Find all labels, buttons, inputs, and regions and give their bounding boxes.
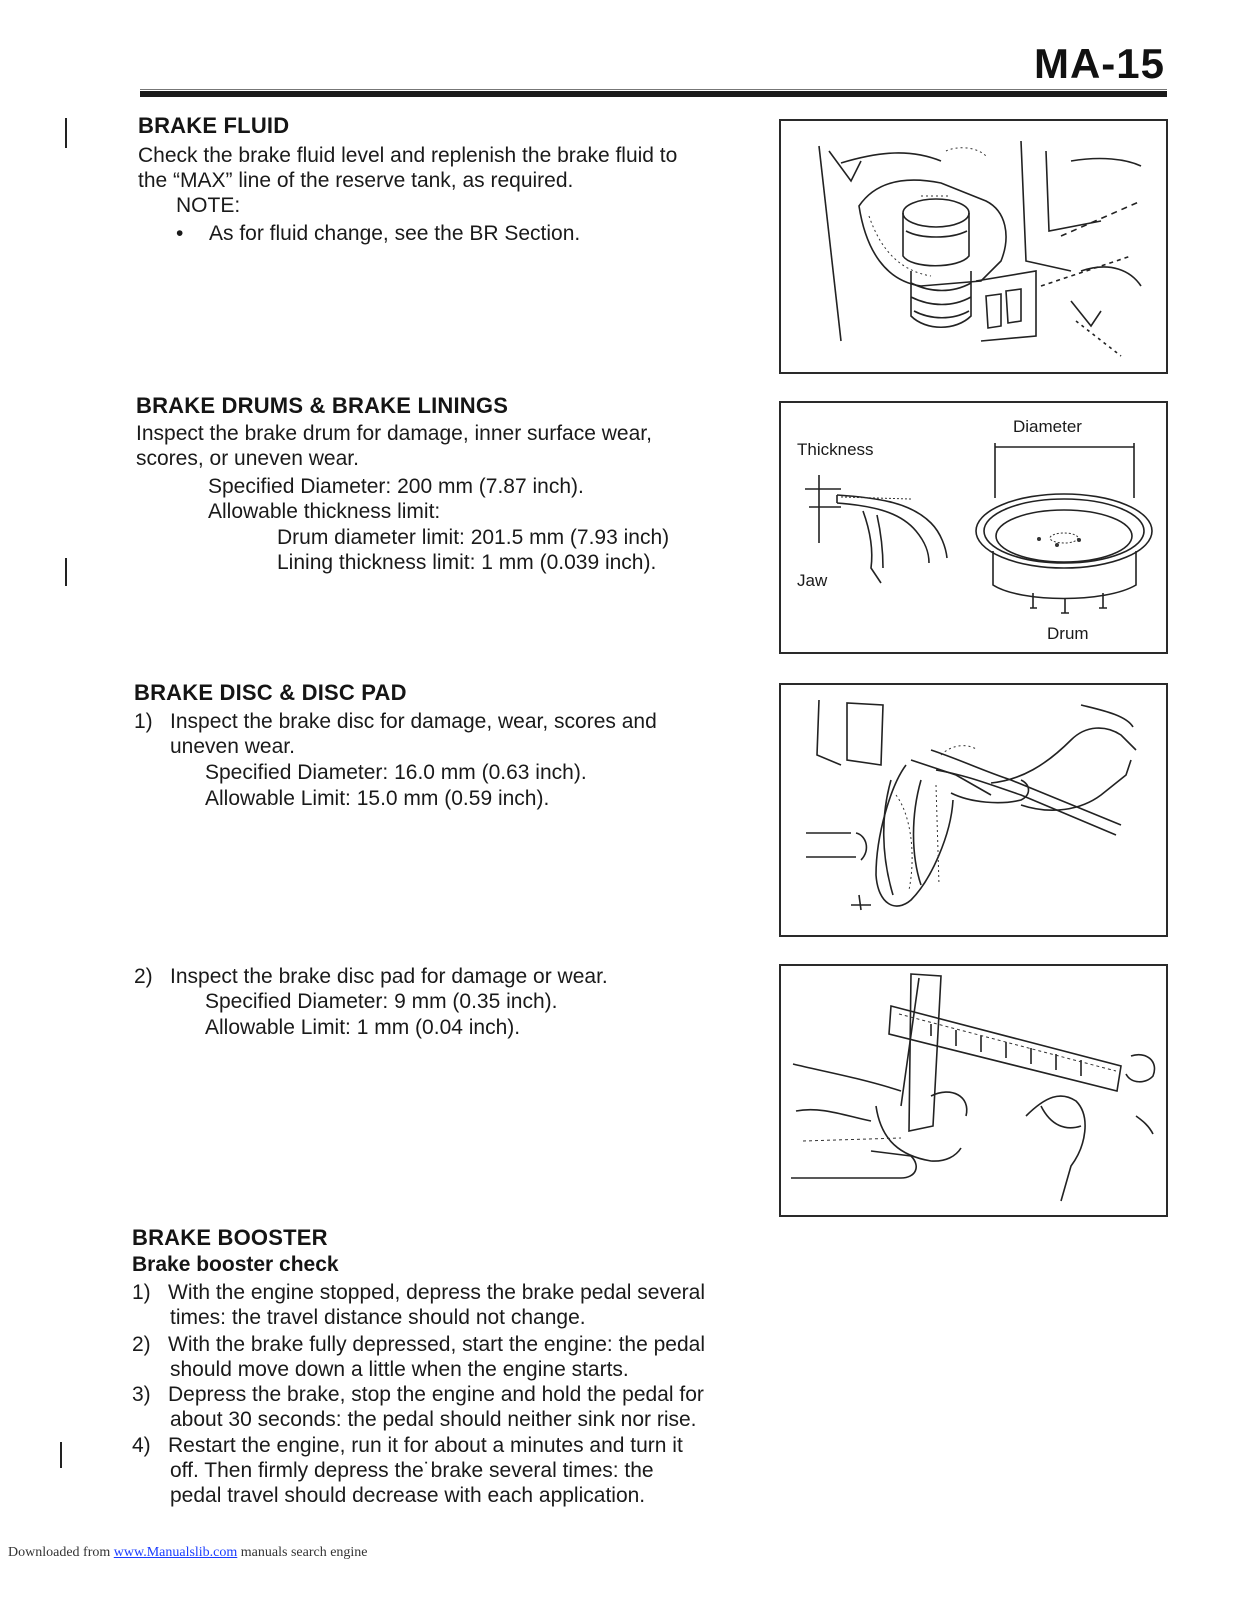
item-number: 1)	[134, 710, 153, 733]
item-text-cont: off. Then firmly depress the˙brake several times: the	[170, 1459, 654, 1482]
brake-drums-text-line: Inspect the brake drum for damage, inner surface wear,	[136, 422, 652, 445]
item-text: With the engine stopped, depress the brake pedal several	[168, 1281, 706, 1304]
figure-brake-disc-measurement	[779, 683, 1168, 937]
item-text: With the brake fully depressed, start the engine: the pedal	[168, 1333, 705, 1356]
brake-fluid-text-line: the “MAX” line of the reserve tank, as required.	[138, 169, 574, 192]
item-text: Restart the engine, run it for about a minutes and turn it	[168, 1434, 683, 1457]
section-title-brake-fluid: BRAKE FLUID	[138, 113, 290, 138]
manualslib-link[interactable]: www.Manualslib.com	[113, 1545, 238, 1560]
item-number: 3)	[132, 1383, 151, 1406]
footer-prefix: Downloaded from	[8, 1545, 114, 1560]
pad-allowable-limit: Allowable Limit: 1 mm (0.04 inch).	[205, 1016, 521, 1039]
margin-change-bar	[65, 118, 67, 148]
lining-thickness-limit: Lining thickness limit: 1 mm (0.039 inch).	[277, 551, 657, 574]
item-text: Depress the brake, stop the engine and hold the pedal for	[168, 1383, 704, 1406]
list-item	[132, 1382, 704, 1407]
margin-change-bar	[65, 558, 67, 586]
header-rule-thin	[140, 89, 1167, 90]
item-number: 1)	[132, 1281, 151, 1304]
item-text-cont: should move down a little when the engine starts.	[170, 1358, 629, 1381]
label-jaw: Jaw	[797, 571, 828, 590]
brake-fluid-text-line: Check the brake fluid level and replenish the brake fluid to	[138, 144, 678, 167]
drum-diameter-limit: Drum diameter limit: 201.5 mm (7.93 inch)	[277, 526, 670, 549]
disc-illustration	[781, 685, 1166, 935]
list-item	[134, 709, 657, 734]
header-rule	[140, 91, 1167, 97]
item-text-cont: about 30 seconds: the pedal should neither sink nor rise.	[170, 1408, 697, 1431]
note-label: NOTE:	[176, 194, 241, 217]
figure-brake-fluid-reservoir	[779, 119, 1168, 374]
list-item	[134, 964, 608, 989]
section-title-brake-booster: BRAKE BOOSTER	[132, 1225, 328, 1250]
item-number: 2)	[132, 1333, 151, 1356]
list-item	[132, 1332, 705, 1357]
section-title-brake-disc: BRAKE DISC & DISC PAD	[134, 680, 407, 705]
footer-suffix: manuals search engine	[237, 1545, 368, 1560]
item-text: Inspect the brake disc pad for damage or wear.	[170, 965, 608, 988]
page-number: MA-15	[1033, 40, 1165, 87]
subsection-title-booster-check: Brake booster check	[132, 1253, 339, 1276]
item-text: Inspect the brake disc for damage, wear, scores and	[170, 710, 657, 733]
item-number: 2)	[134, 965, 153, 988]
margin-change-bar	[60, 1442, 62, 1468]
section-title-brake-drums: BRAKE DRUMS & BRAKE LININGS	[136, 393, 509, 418]
item-text-cont: pedal travel should decrease with each application.	[170, 1484, 646, 1507]
list-item	[132, 1433, 683, 1458]
label-diameter: Diameter	[1013, 417, 1082, 436]
figure-brake-pad-measurement	[779, 964, 1168, 1217]
item-text-cont: uneven wear.	[170, 735, 295, 758]
item-text-cont: times: the travel distance should not change.	[170, 1306, 586, 1329]
list-item	[132, 1280, 705, 1305]
spec-diameter: Specified Diameter: 200 mm (7.87 inch).	[208, 475, 584, 498]
label-thickness: Thickness	[797, 440, 874, 459]
pad-spec-diameter: Specified Diameter: 9 mm (0.35 inch).	[205, 990, 558, 1013]
figure-brake-drum-measurement	[779, 401, 1168, 654]
reservoir-illustration	[781, 121, 1166, 372]
brake-drums-text-line: scores, or uneven wear.	[136, 447, 359, 470]
label-drum: Drum	[1047, 624, 1089, 643]
item-number: 4)	[132, 1434, 151, 1457]
disc-spec-diameter: Specified Diameter: 16.0 mm (0.63 inch).	[205, 761, 587, 784]
bullet: •	[176, 222, 184, 245]
pad-illustration	[781, 966, 1166, 1215]
footer	[8, 1545, 368, 1561]
allowable-thickness-label: Allowable thickness limit:	[208, 500, 441, 523]
disc-allowable-limit: Allowable Limit: 15.0 mm (0.59 inch).	[205, 787, 550, 810]
note-text: As for fluid change, see the BR Section.	[209, 222, 581, 245]
